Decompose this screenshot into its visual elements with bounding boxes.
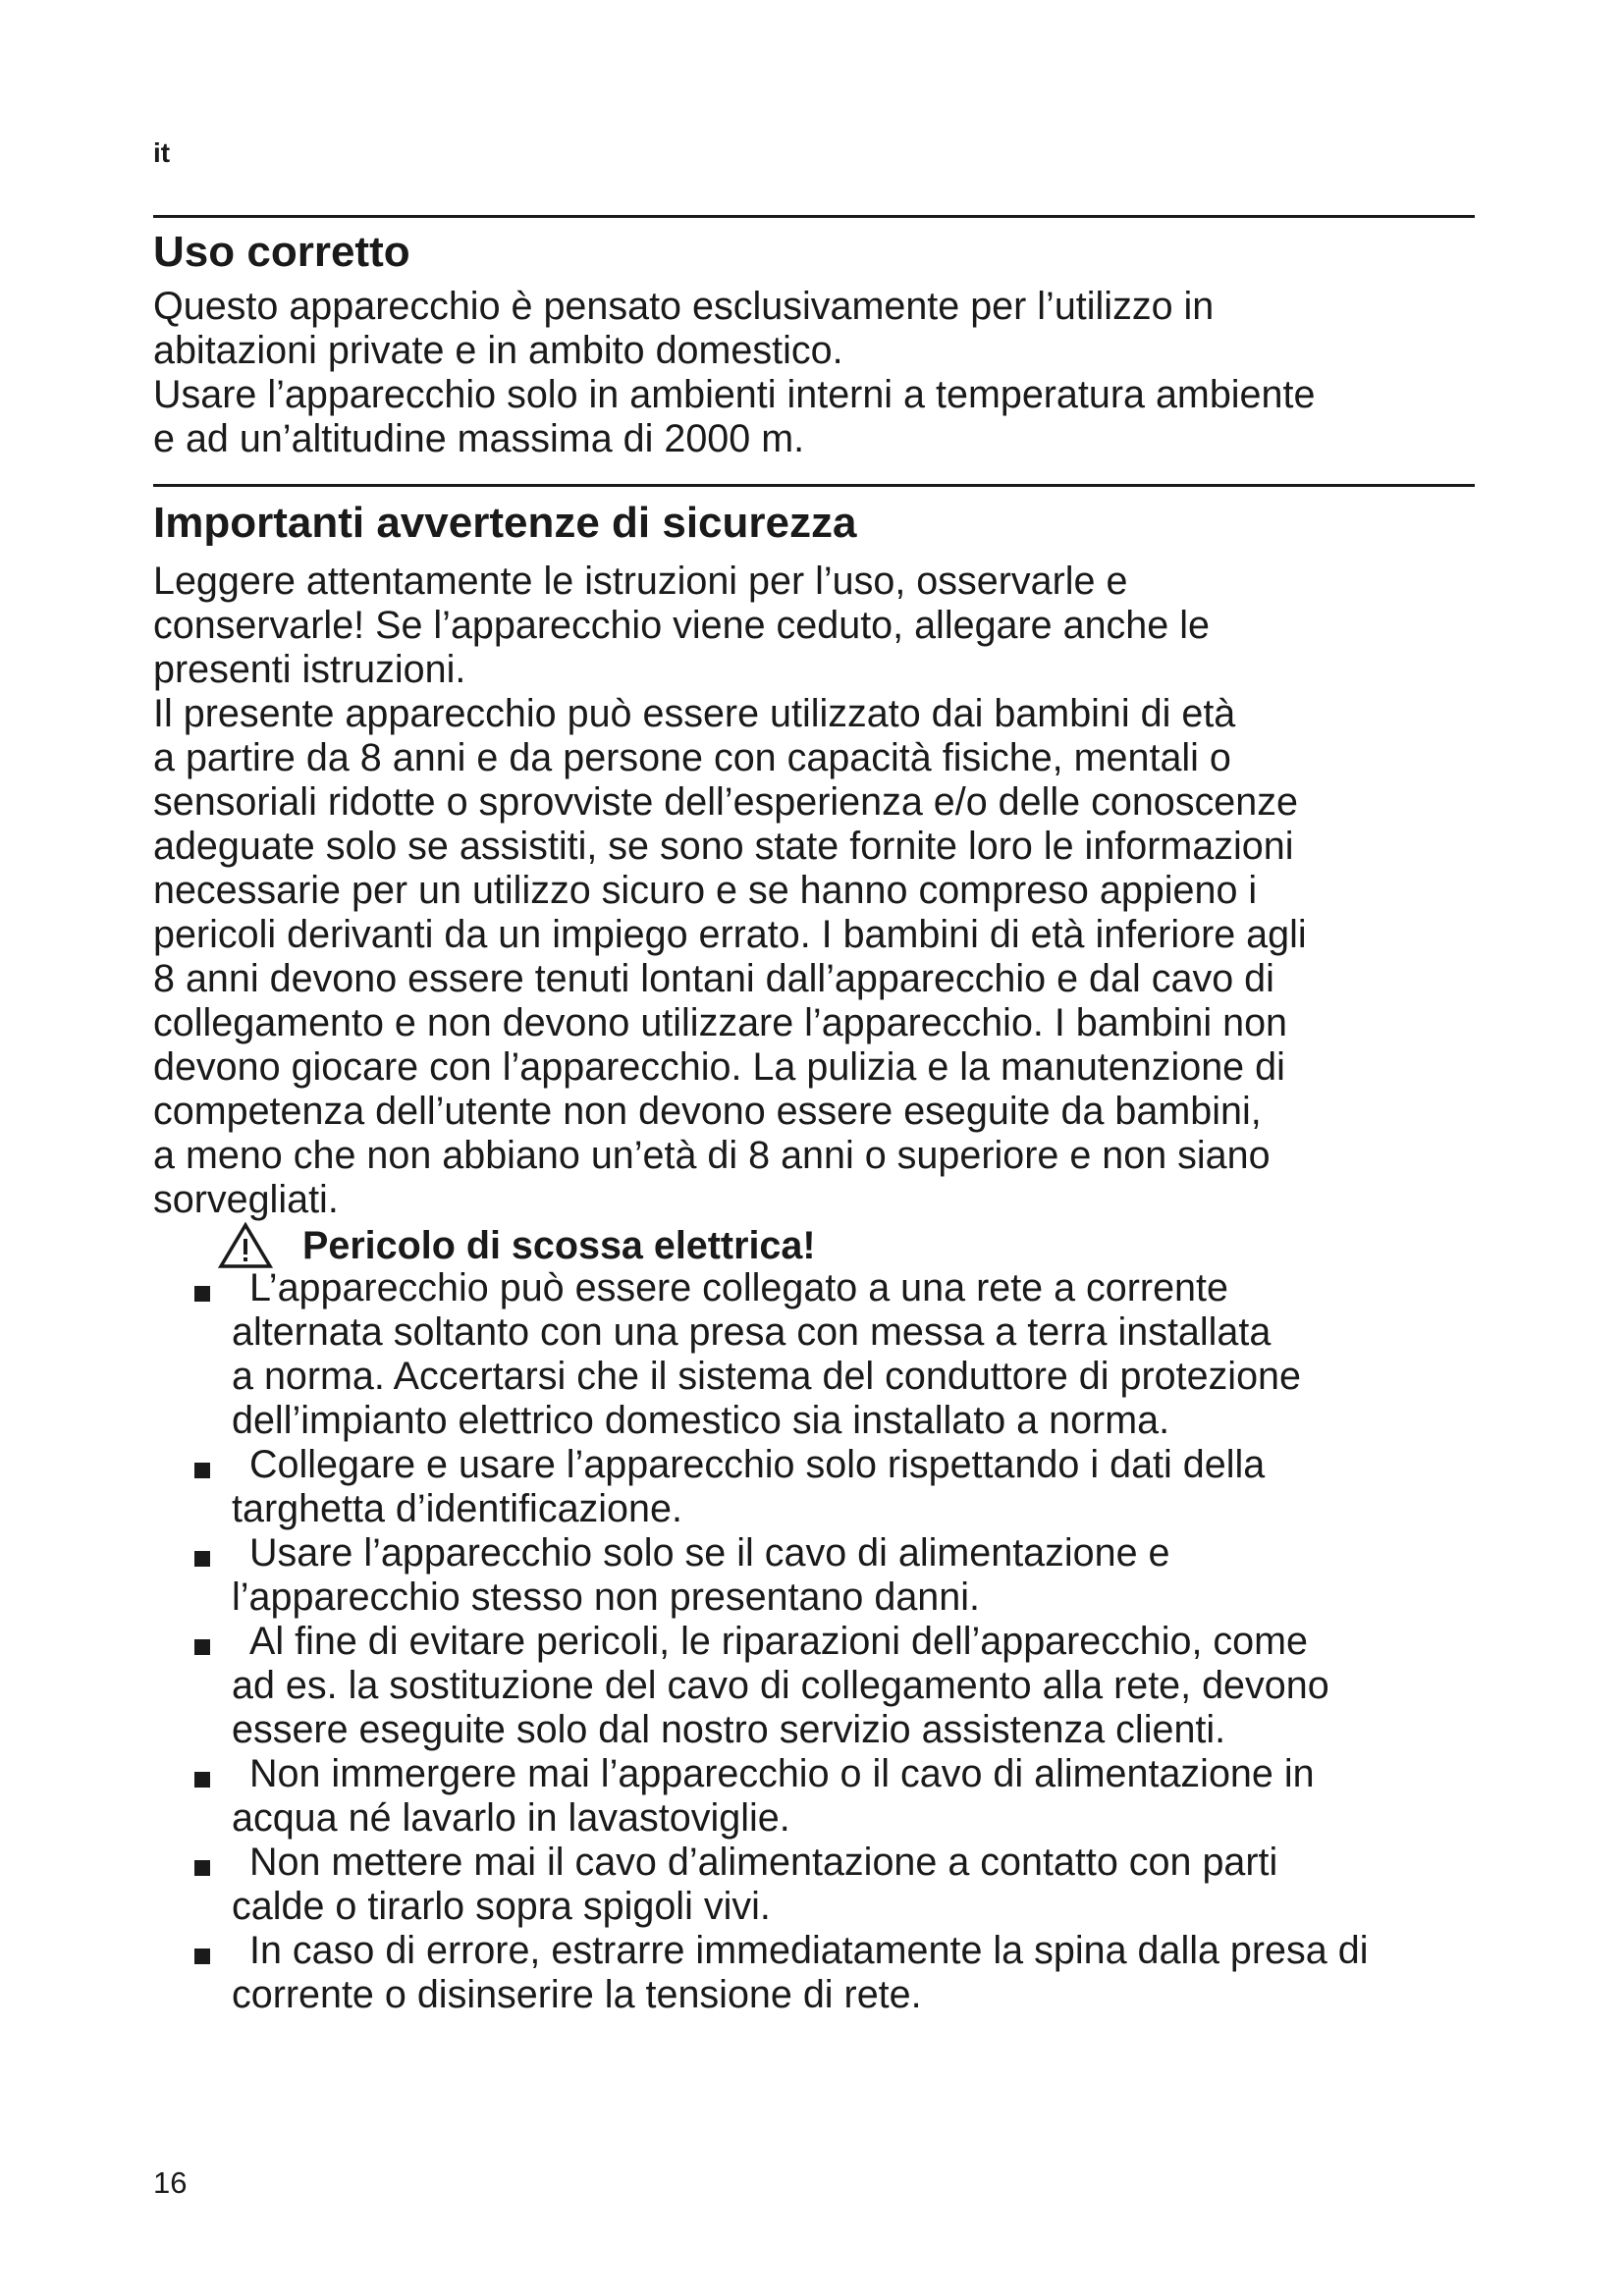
text-line: corrente o disinserire la tensione di rete. xyxy=(232,1973,922,2016)
language-label: it xyxy=(153,137,171,168)
text-line: Non mettere mai il cavo d’alimentazione a contatto con parti xyxy=(249,1841,1278,1884)
section-divider-top xyxy=(153,215,1475,218)
text-line: essere eseguite solo dal nostro servizio assistenza clienti. xyxy=(232,1708,1226,1751)
safety-heading: Importanti avvertenze di sicurezza xyxy=(153,499,857,547)
warning-title-text: Pericolo di scossa elettrica! xyxy=(302,1223,816,1267)
text-line: pericoli derivanti da un impiego errato. I bambini di età inferiore agli xyxy=(153,913,1307,956)
text-line: collegamento e non devono utilizzare l’apparecchio. I bambini non xyxy=(153,1001,1288,1044)
intended-use-paragraph xyxy=(153,285,1547,461)
text-line: Non immergere mai l’apparecchio o il cavo di alimentazione in xyxy=(249,1752,1315,1795)
text-line: sensoriali ridotte o sprovviste dell’esperienza e/o delle conoscenze xyxy=(153,780,1298,824)
list-item xyxy=(192,1929,1368,2017)
text-line: calde o tirarlo sopra spigoli vivi. xyxy=(232,1885,771,1928)
list-item xyxy=(192,1266,1368,1443)
bullet-square-icon xyxy=(194,1551,210,1567)
text-line: a norma. Accertarsi che il sistema del conduttore di protezione xyxy=(232,1355,1301,1398)
text-line: Usare l’apparecchio solo in ambienti interni a temperatura ambiente xyxy=(153,373,1316,416)
warning-triangle-icon xyxy=(218,1222,273,1269)
text-line: L’apparecchio può essere collegato a una rete a corrente xyxy=(249,1266,1228,1309)
text-line: l’apparecchio stesso non presentano danni. xyxy=(232,1575,980,1619)
text-line: 8 anni devono essere tenuti lontani dall’apparecchio e dal cavo di xyxy=(153,957,1274,1000)
text-line: alternata soltanto con una presa con messa a terra installata xyxy=(232,1310,1272,1354)
text-line: targhetta d’identificazione. xyxy=(232,1487,682,1530)
text-line: necessarie per un utilizzo sicuro e se hanno compreso appieno i xyxy=(153,869,1258,912)
text-line: Usare l’apparecchio solo se il cavo di alimentazione e xyxy=(249,1531,1170,1575)
bullet-square-icon xyxy=(194,1860,210,1876)
list-item xyxy=(192,1841,1368,1929)
text-line: Al fine di evitare pericoli, le riparazioni dell’apparecchio, come xyxy=(249,1620,1309,1663)
text-line: presenti istruzioni. xyxy=(153,648,466,691)
text-line: ad es. la sostituzione del cavo di collegamento alla rete, devono xyxy=(232,1664,1329,1707)
text-line: a meno che non abbiano un’età di 8 anni o superiore e non siano xyxy=(153,1134,1271,1177)
list-item xyxy=(192,1531,1368,1620)
text-line: In caso di errore, estrarre immediatamente la spina dalla presa di xyxy=(249,1929,1369,1972)
safety-paragraph xyxy=(153,560,1547,1222)
text-line: conservarle! Se l’apparecchio viene ceduto, allegare anche le xyxy=(153,604,1210,647)
section-divider-middle xyxy=(153,484,1475,487)
text-line: Leggere attentamente le istruzioni per l’uso, osservarle e xyxy=(153,560,1128,603)
text-line: dell’impianto elettrico domestico sia installato a norma. xyxy=(232,1399,1170,1442)
bullet-square-icon xyxy=(194,1772,210,1788)
warning-list xyxy=(192,1266,1368,2017)
text-line: adeguate solo se assistiti, se sono state fornite loro le informazioni xyxy=(153,825,1294,868)
bullet-square-icon xyxy=(194,1286,210,1302)
text-line: Questo apparecchio è pensato esclusivamente per l’utilizzo in xyxy=(153,285,1215,328)
text-line: Il presente apparecchio può essere utilizzato dai bambini di età xyxy=(153,692,1236,735)
text-line: Collegare e usare l’apparecchio solo rispettando i dati della xyxy=(249,1443,1266,1486)
text-line: acqua né lavarlo in lavastoviglie. xyxy=(232,1796,790,1840)
list-item xyxy=(192,1620,1368,1752)
text-line: devono giocare con l’apparecchio. La pulizia e la manutenzione di xyxy=(153,1045,1285,1089)
text-line: abitazioni private e in ambito domestico. xyxy=(153,329,843,372)
text-line: e ad un’altitudine massima di 2000 m. xyxy=(153,417,805,460)
page-number: 16 xyxy=(153,2165,188,2200)
electric-shock-warning-heading xyxy=(218,1222,816,1269)
text-line: sorvegliati. xyxy=(153,1178,339,1221)
list-item xyxy=(192,1443,1368,1531)
intended-use-heading: Uso corretto xyxy=(153,228,410,276)
list-item xyxy=(192,1752,1368,1841)
bullet-square-icon xyxy=(194,1639,210,1655)
text-line: a partire da 8 anni e da persone con capacità fisiche, mentali o xyxy=(153,736,1231,779)
bullet-square-icon xyxy=(194,1463,210,1478)
bullet-square-icon xyxy=(194,1949,210,1964)
text-line: competenza dell’utente non devono essere eseguite da bambini, xyxy=(153,1090,1262,1133)
